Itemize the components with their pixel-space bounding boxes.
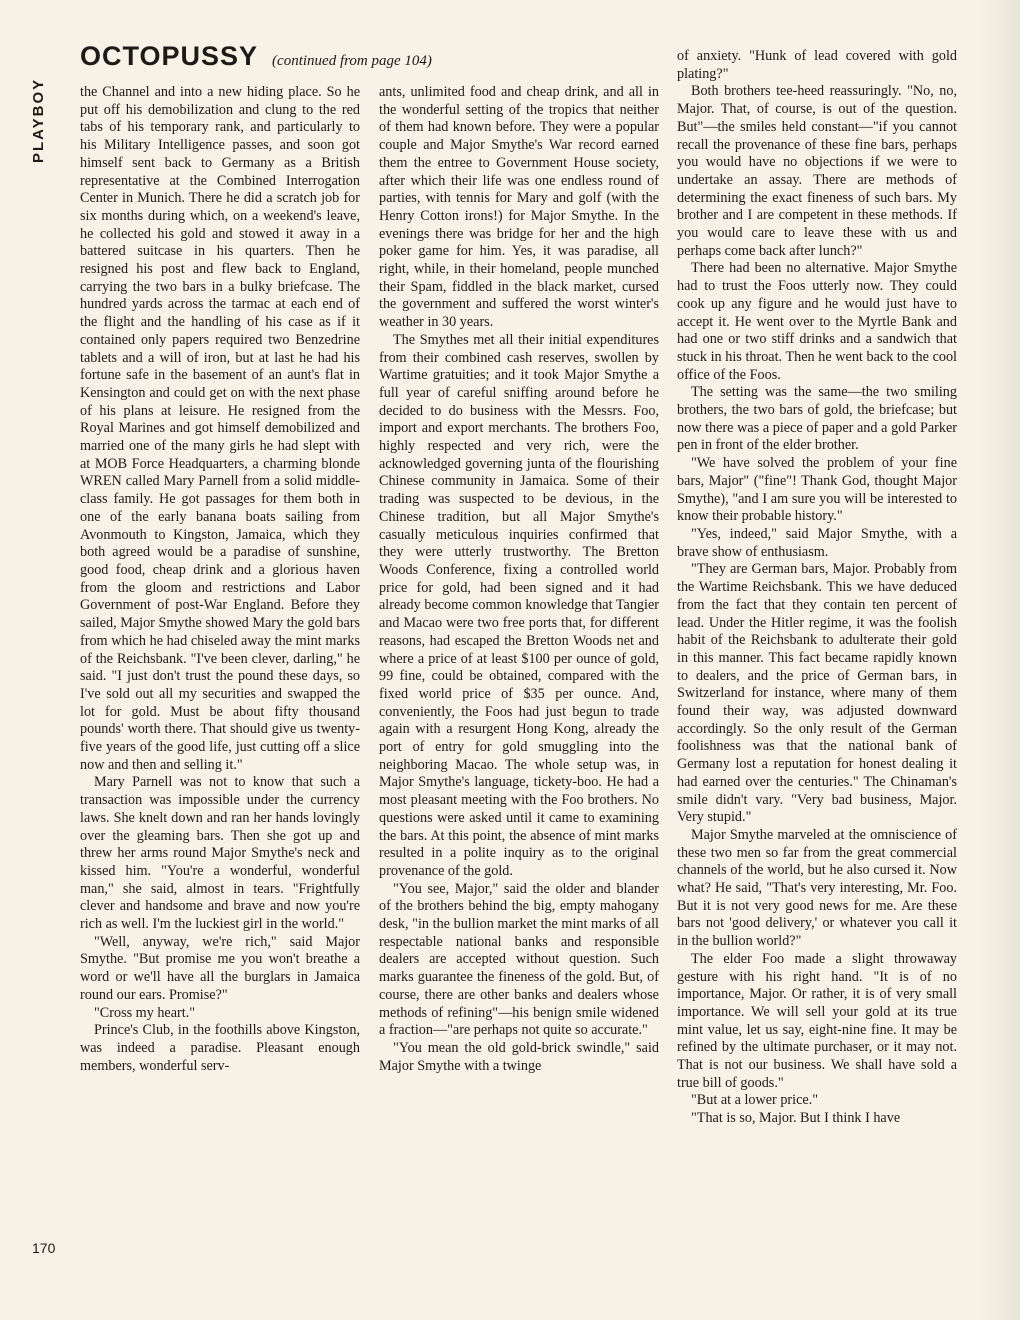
paragraph: The elder Foo made a slight throwaway gesture with his right hand. "It is of no importance, Major. Or rather, it is of very small importance. We will sell your gold at its true mint value, let us say, eight-nine fine. It may be refined by the ultimate purchaser, or it may not. That is not our business. We shall have sold a true bill of goods." [677,950,957,1091]
paragraph: Both brothers tee-heed reassuringly. "No, no, Major. That, of course, is out of the question. But"—the smiles held constant—"if you cannot recall the provenance of these fine bars, perhaps you would have no objections if we were to undertake an assay. There are methods of determining the exact fineness of such bars. My brother and I are competent in these methods. If you would care to leave these with us and perhaps come back after lunch?" [677,83,957,259]
continued-note: (continued from page 104) [272,53,432,69]
page-number: 170 [32,1240,56,1256]
paragraph: The Smythes met all their initial expenditures from their combined cash reserves, swollen by Wartime gratuities; and it took Major Smythe a full year of careful sniffing around before he decided to do business with the Messrs. Foo, import and export merchants. The brothers Foo, highly respected and very rich, were the acknowledged governing junta of the flourishing Chinese community in Jamaica. Some of their trading was suspected to be devious, in the Chinese tradition, but all Major Smythe's casually meticulous inquiries confirmed that they were utterly trustworthy. The Bretton Woods Conference, fixing a controlled world price for gold, had been signed and it had already become common knowledge that Tangier and Macao were two free ports that, for different reasons, had escaped the Bretton Woods net and where a price of at least $100 per ounce of gold, 99 fine, could be obtained, compared with the fixed world price of $35 per ounce. And, conveniently, the Foos had just begun to trade again with a resurgent Hong Kong, already the port of entry for gold smuggling into the neighboring Macao. The whole setup was, in Major Smythe's language, tickety-boo. He had a most pleasant meeting with the Foo brothers. No questions were asked until it came to examining the bars. At this point, the absence of mint marks resulted in a polite inquiry as to the original provenance of the gold. [379,331,659,879]
paragraph: Mary Parnell was not to know that such a transaction was impossible under the currency laws. She knelt down and ran her hands lovingly over the gleaming bars. Then she got up and threw her arms round Major Smythe's neck and kissed him. "You're a wonderful, wonderful man," she said, almost in tears. "Frightfully clever and handsome and brave and now you're rich as well. I'm the luckiest girl in the world." [80,774,360,933]
paragraph: "They are German bars, Major. Probably from the Wartime Reichsbank. This we have deduced from the fact that they contain ten percent of lead. Under the Hitler regime, it was the foolish habit of the Reichsbank to adulterate their gold in this manner. This fact became rapidly known to dealers, and the price of German bars, in Switzerland for instance, where many of them found their way, was adjusted downward accordingly. So the only result of the German foolishness was that the national bank of Germany lost a reputation for honest dealing it had earned over the centuries." The Chinaman's smile didn't vary. "Very bad business, Major. Very stupid." [677,561,957,826]
paragraph: the Channel and into a new hiding place. So he put off his demobilization and clung to the red tabs of his temporary rank, and particularly to his Military Intelligence passes, and soon got himself sent back to Germany as a British representative at the Combined Interrogation Center in Munich. There he did a scratch job for six months during which, on a weekend's leave, he collected his gold and stowed it away in a battered suitcase in his quarters. Then he resigned his post and flew back to England, carrying the two bars in a bulky briefcase. The hundred yards across the tarmac at each end of the flight and the handling of his case as if it contained only papers required two Benzedrine tablets and a will of iron, but at last he had his fortune safe in the basement of an aunt's flat in Kensington and could get on with the next phase of his plans at leisure. He resigned from the Royal Marines and got himself demobilized and married one of the many girls he had slept with at MOB Force Headquarters, a charming blonde WREN called Mary Parnell from a solid middle-class family. He got passages for them both in one of the early banana boats sailing from Avonmouth to Kingston, Jamaica, which they both agreed would be a paradise of sunshine, good food, cheap drink and a glorious haven from the gloom and restrictions and Labor Government of post-War England. Before they sailed, Major Smythe showed Mary the gold bars from which he had chiseled away the mint marks of the Reichsbank. "I've been clever, darling," he said. "I just don't trust the pound these days, so I've sold out all my securities and swapped the lot for gold. Must be about fifty thousand pounds' worth there. That should give us twenty-five years of the good life, just cutting off a slice now and then and selling it." [80,84,360,773]
paragraph: Prince's Club, in the foothills above Kingston, was indeed a paradise. Pleasant enough members, wonderful serv- [80,1022,360,1074]
paragraph: Major Smythe marveled at the omniscience of these two men so far from the great commercial channels of the world, but he also cursed it. Now what? He said, "That's very interesting, Mr. Foo. But it is not very good news for me. Are these bars not 'good delivery,' or whatever you call it in the bullion world?" [677,826,957,950]
paragraph: "But at a lower price." [691,1092,819,1109]
text-column-2 [379,84,659,1269]
paragraph: ants, unlimited food and cheap drink, and all in the wonderful setting of the tropics that neither of them had known before. They were a popular couple and Major Smythe's War record earned them the entree to Government House society, after which their life was one endless round of parties, with tennis for Mary and golf (with the Henry Cotton irons!) for Major Smythe. In the evenings there was bridge for her and the high poker game for him. Yes, it was paradise, all right, while, in their homeland, people munched their Spam, fiddled in the black market, cursed the government and suffered the worst winter's weather in 30 years. [379,84,659,331]
paragraph: of anxiety. "Hunk of lead covered with gold plating?" [677,48,957,82]
paragraph: "Yes, indeed," said Major Smythe, with a brave show of enthusiasm. [677,525,957,560]
paragraph: The setting was the same—the two smiling brothers, the two bars of gold, the briefcase; but now there was a piece of paper and a gold Parker pen in front of the elder brother. [677,384,957,454]
paragraph: "You see, Major," said the older and blander of the brothers behind the big, empty mahogany desk, "in the bullion market the mint marks of all respectable national banks and responsible dealers are accepted without question. Such marks guarantee the fineness of the gold. But, of course, there are other banks and dealers whose methods of refining"—his benign smile widened a fraction—"are perhaps not quite so accurate." [379,880,659,1039]
paragraph: "You mean the old gold-brick swindle," said Major Smythe with a twinge [379,1039,659,1074]
paragraph: "Cross my heart." [94,1004,196,1021]
page-edge-shadow [980,0,1020,1320]
article-headline [80,40,432,80]
text-column-1 [80,84,360,1269]
paragraph: "Well, anyway, we're rich," said Major Smythe. "But promise me you won't breathe a word or we'll have all the burglars in Jamaica round our ears. Promise?" [80,933,360,1003]
magazine-name: PLAYBOY [30,77,47,163]
paragraph: "We have solved the problem of your fine bars, Major" ("fine"! Thank God, thought Major Smythe), "and I am sure you will be interested to know their probable history." [677,455,957,525]
paragraph: "That is so, Major. But I think I have [691,1110,901,1127]
paragraph: There had been no alternative. Major Smythe had to trust the Foos utterly now. They could cook up any figure and he would just have to accept it. He went over to the Myrtle Bank and had one or two stiff drinks and a sandwich that stuck in his throat. Then he went back to the cool office of the Foos. [677,260,957,383]
text-column-3 [677,48,957,1270]
article-title: OCTOPUSSY [80,41,259,71]
